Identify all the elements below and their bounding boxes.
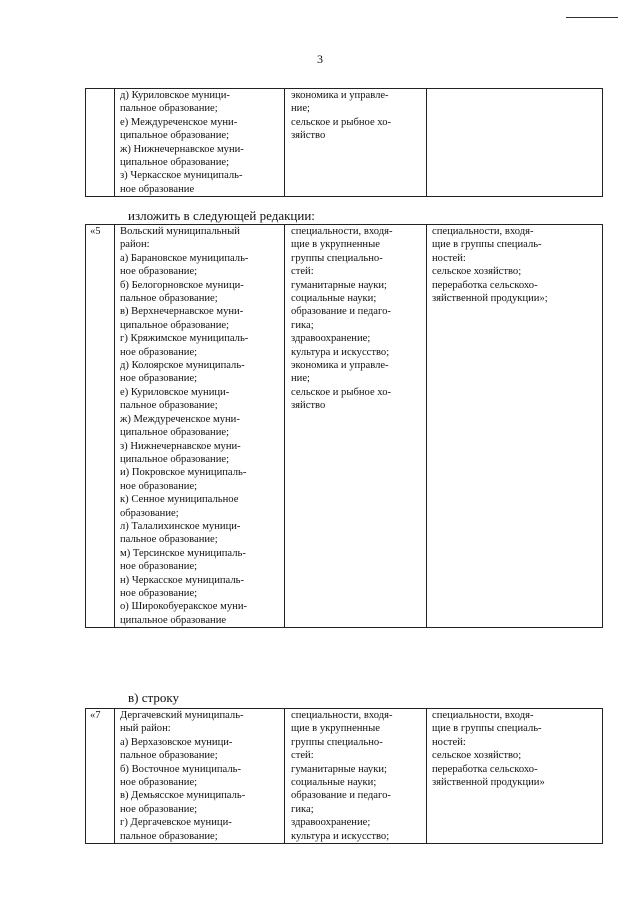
text-line: д) Колоярское муниципаль-	[120, 360, 245, 372]
text-line: б) Белогорновское муници-	[120, 279, 244, 291]
cell-specialties	[427, 709, 603, 844]
text-line: сельское и рыбное хо-	[291, 116, 392, 128]
text-line: пальное образование;	[120, 103, 218, 115]
text-line: ное образование;	[120, 803, 198, 815]
text-line: ж) Нижнечернавское муни-	[120, 143, 244, 155]
text-line: пальное образование;	[120, 750, 218, 762]
text-line: ное образование;	[120, 346, 198, 358]
row-number: «5	[90, 226, 101, 237]
text-line: специальности, входя-	[432, 226, 534, 237]
text-line: ное образование;	[120, 561, 198, 573]
text-line: гика;	[291, 803, 314, 815]
caption-row: в) строку	[128, 690, 179, 705]
text-line: ципальное образование;	[120, 319, 230, 331]
text-line: ципальное образование;	[120, 157, 230, 169]
cell-specialties	[427, 225, 603, 628]
text-line: стей:	[291, 266, 314, 278]
page-number: 3	[317, 52, 323, 66]
text-line: н) Черкасское муниципаль-	[120, 574, 244, 586]
text-line: стей:	[291, 750, 314, 762]
text-line: здравоохранение;	[291, 817, 371, 829]
text-line: в) Верхнечернавское муни-	[120, 306, 244, 318]
cell-number	[86, 89, 115, 197]
table-new-edition	[85, 224, 603, 628]
top-mark-line	[566, 17, 618, 18]
text-line: е) Куриловское муници-	[120, 386, 230, 398]
text-line: специальности, входя-	[291, 710, 393, 721]
text-line: ципальное образование;	[120, 130, 230, 142]
text-line: щие в группы специаль-	[432, 239, 542, 251]
table-row	[86, 225, 603, 628]
cell-districts	[115, 89, 285, 197]
text-line: щие в укрупненные	[291, 239, 380, 251]
cell-specialty-groups	[285, 225, 427, 628]
text-line: ние;	[291, 373, 310, 385]
table-fragment-top	[85, 88, 603, 197]
text-line: культура и искусство;	[291, 830, 390, 842]
cell-number	[86, 225, 115, 628]
text-line: з) Нижнечернавское муни-	[120, 440, 241, 452]
text-line: в) Демьясское муниципаль-	[120, 790, 246, 802]
specialty-groups-text	[291, 225, 422, 413]
cell-number	[86, 709, 115, 844]
text-line: ный район:	[120, 723, 171, 735]
table-row	[86, 89, 603, 197]
text-line: щие в укрупненные	[291, 723, 380, 735]
text-line: образование и педаго-	[291, 306, 391, 318]
text-line: г) Кряжимское муниципаль-	[120, 333, 249, 345]
text-line: ное образование	[120, 183, 195, 195]
text-line: ное образование;	[120, 266, 198, 278]
text-line: Дергачевский муниципаль-	[120, 710, 244, 721]
text-line: сельское хозяйство;	[432, 750, 522, 762]
text-line: район:	[120, 239, 150, 251]
text-line: образование;	[120, 507, 179, 519]
text-line: зяйство	[291, 400, 326, 412]
text-line: пальное образование;	[120, 830, 218, 842]
text-line: ж) Междуреченское муни-	[120, 413, 240, 425]
cell-specialties	[427, 89, 603, 197]
text-line: гуманитарные науки;	[291, 279, 387, 291]
text-line: пальное образование;	[120, 293, 218, 305]
text-line: ципальное образование	[120, 614, 227, 626]
specialty-groups-text	[291, 709, 422, 843]
text-line: группы специально-	[291, 252, 383, 264]
text-line: ностей:	[432, 252, 466, 264]
text-line: образование и педаго-	[291, 790, 391, 802]
cell-districts	[115, 225, 285, 628]
row-number: «7	[90, 710, 101, 721]
text-line: специальности, входя-	[432, 710, 534, 721]
text-line: группы специально-	[291, 736, 383, 748]
text-line: пальное образование;	[120, 534, 218, 546]
text-line: ностей:	[432, 736, 466, 748]
text-line: к) Сенное муниципальное	[120, 494, 239, 506]
text-line: культура и искусство;	[291, 346, 390, 358]
text-line: л) Талалихинское муници-	[120, 520, 241, 532]
text-line: ное образование;	[120, 587, 198, 599]
text-line: о) Широкобуеракское муни-	[120, 601, 248, 613]
text-line: гуманитарные науки;	[291, 763, 387, 775]
text-line: здравоохранение;	[291, 333, 371, 345]
text-line: ципальное образование;	[120, 453, 230, 465]
text-line: гика;	[291, 319, 314, 331]
districts-text	[120, 709, 280, 843]
text-line: зяйственной продукции»	[432, 777, 545, 789]
caption-new-edition: изложить в следующей редакции:	[128, 208, 315, 223]
text-line: социальные науки;	[291, 777, 377, 789]
text-line: з) Черкасское муниципаль-	[120, 170, 243, 182]
cell-districts	[115, 709, 285, 844]
text-line: ние;	[291, 103, 310, 115]
text-line: а) Барановское муниципаль-	[120, 252, 249, 264]
specialties-text	[432, 709, 598, 789]
text-line: д) Куриловское муници-	[120, 90, 230, 101]
cell-specialty-groups	[285, 709, 427, 844]
text-line: сельское хозяйство;	[432, 266, 522, 278]
text-line: б) Восточное муниципаль-	[120, 763, 241, 775]
specialties-text	[432, 225, 598, 305]
text-line: пальное образование;	[120, 400, 218, 412]
text-line: г) Дергачевское муници-	[120, 817, 232, 829]
text-line: зяйство	[291, 130, 326, 142]
text-line: социальные науки;	[291, 293, 377, 305]
text-line: и) Покровское муниципаль-	[120, 467, 247, 479]
districts-text	[120, 225, 280, 627]
text-line: сельское и рыбное хо-	[291, 386, 392, 398]
text-line: м) Терсинское муниципаль-	[120, 547, 246, 559]
text-line: ципальное образование;	[120, 427, 230, 439]
districts-text	[120, 89, 280, 196]
cell-specialty-groups	[285, 89, 427, 197]
text-line: е) Междуреченское муни-	[120, 116, 238, 128]
table-row-7	[85, 708, 603, 844]
specialty-groups-text	[291, 89, 422, 143]
text-line: ное образование;	[120, 777, 198, 789]
text-line: ное образование;	[120, 373, 198, 385]
text-line: экономика и управле-	[291, 90, 389, 101]
text-line: а) Верхазовское муници-	[120, 736, 233, 748]
text-line: щие в группы специаль-	[432, 723, 542, 735]
text-line: Вольский муниципальный	[120, 226, 240, 237]
text-line: зяйственной продукции»;	[432, 293, 548, 305]
text-line: экономика и управле-	[291, 360, 389, 372]
text-line: переработка сельскохо-	[432, 763, 538, 775]
table-row	[86, 709, 603, 844]
text-line: специальности, входя-	[291, 226, 393, 237]
text-line: переработка сельскохо-	[432, 279, 538, 291]
text-line: ное образование;	[120, 480, 198, 492]
